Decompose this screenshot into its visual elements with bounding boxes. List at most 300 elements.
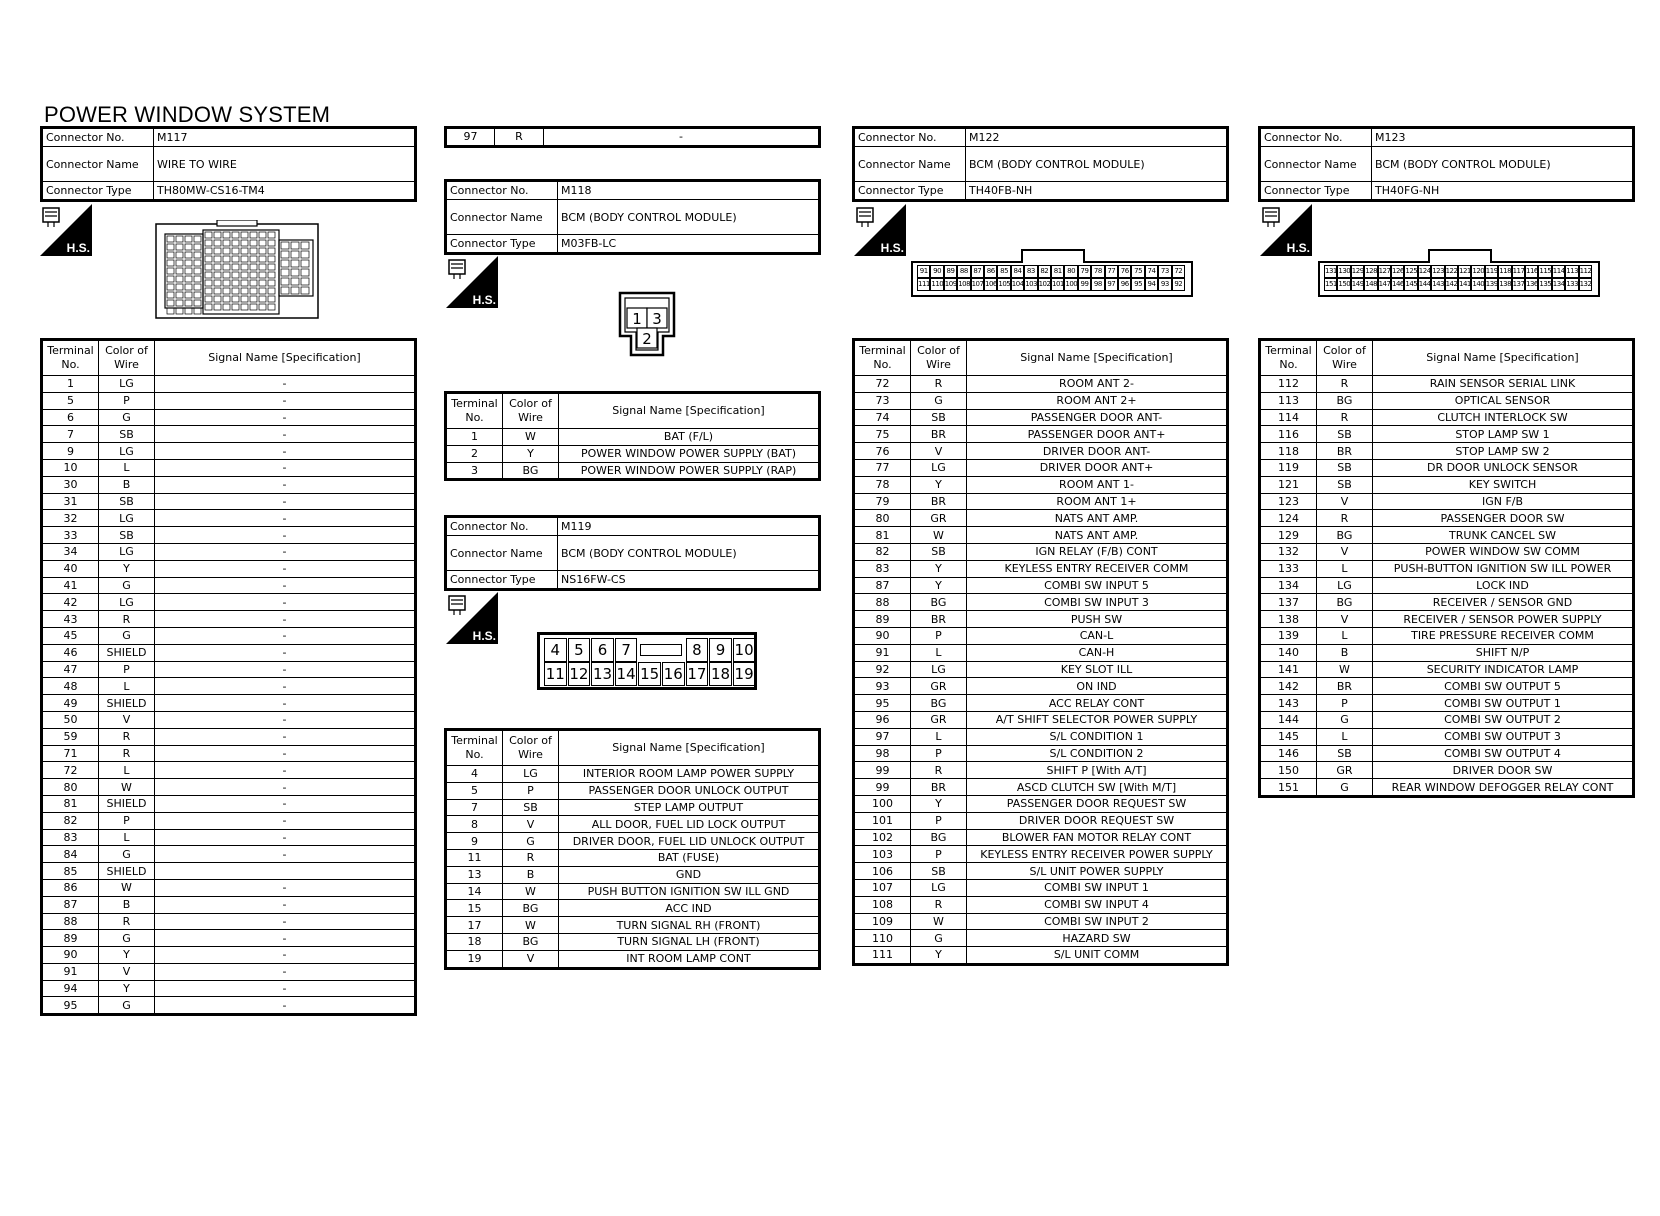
connector-type-label: Connector Type (446, 571, 558, 590)
m122-pin: 95 (1131, 278, 1144, 291)
table-row (42, 846, 416, 863)
m122-pin: 108 (957, 278, 970, 291)
table-row (42, 443, 416, 460)
terminal-no-header: Terminal No. (854, 340, 911, 376)
signal-name-cell: DR DOOR UNLOCK SENSOR (1373, 459, 1634, 476)
terminal-no-cell: 7 (446, 799, 503, 816)
harness-side-icon (446, 592, 498, 644)
signal-name-cell: - (155, 476, 416, 493)
terminal-no-cell: 13 (446, 866, 503, 883)
table-row (854, 795, 1228, 812)
wire-color-cell: BR (1317, 443, 1373, 460)
signal-name-cell: DRIVER DOOR ANT- (967, 443, 1228, 460)
wire-color-cell: SHIELD (99, 644, 155, 661)
table-row (446, 833, 820, 850)
terminal-no-cell: 84 (42, 846, 99, 863)
terminal-no-cell: 146 (1260, 745, 1317, 762)
connector-info-m117 (40, 126, 417, 202)
table-row (42, 611, 416, 628)
connector-no-value: M123 (1372, 128, 1634, 147)
signal-name-cell: COMBI SW INPUT 5 (967, 577, 1228, 594)
signal-name-cell: ROOM ANT 2- (967, 376, 1228, 393)
hs-label: H.S. (472, 629, 496, 643)
terminal-no-cell: 106 (854, 863, 911, 880)
terminal-no-cell: 72 (854, 376, 911, 393)
signal-name-cell: KEYLESS ENTRY RECEIVER COMM (967, 560, 1228, 577)
table-row (42, 879, 416, 896)
signal-table-m119-wrap (444, 728, 821, 970)
signal-table-m117 (40, 338, 417, 1016)
table-row (42, 493, 416, 510)
signal-name-cell: - (155, 812, 416, 829)
signal-name-cell: STEP LAMP OUTPUT (559, 799, 820, 816)
terminal-no-cell: 45 (42, 627, 99, 644)
connector-m117 (40, 126, 417, 202)
terminal-no-cell: 1 (42, 376, 99, 393)
signal-name-cell: - (155, 527, 416, 544)
terminal-no-cell: 141 (1260, 661, 1317, 678)
signal-name-cell: KEY SWITCH (1373, 476, 1634, 493)
terminal-no-cell: 110 (854, 930, 911, 947)
table-row (42, 376, 416, 393)
table-row (446, 445, 820, 462)
signal-name-cell: - (155, 644, 416, 661)
table-row (854, 812, 1228, 829)
terminal-no-cell: 90 (854, 627, 911, 644)
terminal-no-cell: 87 (42, 896, 99, 913)
wire-color-cell: L (99, 678, 155, 695)
hs-label: H.S. (472, 293, 496, 307)
signal-name-cell: TIRE PRESSURE RECEIVER COMM (1373, 627, 1634, 644)
wire-color-cell: G (99, 627, 155, 644)
signal-header: Signal Name [Specification] (1373, 340, 1634, 376)
m123-pin: 151 (1324, 278, 1337, 291)
signal-name-cell: SHIFT P [With A/T] (967, 762, 1228, 779)
wire-color-cell: SB (911, 409, 967, 426)
terminal-no-header: Terminal No. (1260, 340, 1317, 376)
signal-table-m123-wrap (1258, 338, 1635, 798)
connector-name-label: Connector Name (42, 147, 154, 182)
color-header: Color of Wire (911, 340, 967, 376)
wire-color-cell: Y (911, 476, 967, 493)
m122-pin: 81 (1051, 265, 1064, 278)
signal-name-cell: ROOM ANT 1+ (967, 493, 1228, 510)
wire-color-cell: R (99, 728, 155, 745)
m119-connector-diagram (537, 632, 757, 690)
table-row (1260, 543, 1634, 560)
table-row (854, 661, 1228, 678)
wire-color-cell: BG (1317, 527, 1373, 544)
hs-label: H.S. (66, 241, 90, 255)
signal-header: Signal Name [Specification] (967, 340, 1228, 376)
signal-header: Signal Name [Specification] (559, 393, 820, 429)
harness-side-icon (1260, 204, 1312, 256)
m122-pin: 76 (1118, 265, 1131, 278)
m123-pin: 117 (1512, 265, 1525, 278)
m119-key-slot (640, 644, 681, 656)
table-row (42, 392, 416, 409)
table-row (1260, 476, 1634, 493)
wire-color-cell: LG (911, 661, 967, 678)
signal-name-cell: CAN-H (967, 644, 1228, 661)
terminal-no-cell: 150 (1260, 762, 1317, 779)
wire-color-cell: P (911, 627, 967, 644)
m123-pin: 122 (1445, 265, 1458, 278)
table-row (42, 560, 416, 577)
connector-type-value: TH80MW-CS16-TM4 (154, 182, 416, 201)
m119-pin: 11 (544, 662, 567, 686)
wire-color-cell: R (99, 611, 155, 628)
terminal-no-cell: 123 (1260, 493, 1317, 510)
terminal-no-cell: 40 (42, 560, 99, 577)
m123-pin: 126 (1391, 265, 1404, 278)
m122-pin: 87 (971, 265, 984, 278)
signal-name-cell: - (155, 392, 416, 409)
signal-name-cell: PUSH BUTTON IGNITION SW ILL GND (559, 883, 820, 900)
wire-color-cell: BG (1317, 594, 1373, 611)
terminal-no-cell: 97 (854, 728, 911, 745)
terminal-no-cell: 83 (42, 829, 99, 846)
terminal-no-cell: 101 (854, 812, 911, 829)
connector-info-m123 (1258, 126, 1635, 202)
m122-pin: 92 (1172, 278, 1185, 291)
table-row (446, 816, 820, 833)
table-row (1260, 611, 1634, 628)
wire-color-cell: R (911, 376, 967, 393)
table-row (42, 863, 416, 880)
wire-color-cell: Y (99, 947, 155, 964)
table-row (42, 711, 416, 728)
m123-pin: 114 (1552, 265, 1565, 278)
m119-pin: 19 (733, 662, 756, 686)
m122-pin: 94 (1145, 278, 1158, 291)
signal-name-cell: - (155, 930, 416, 947)
terminal-no-cell: 92 (854, 661, 911, 678)
m119-pin: 6 (591, 638, 614, 662)
table-row (854, 543, 1228, 560)
signal-table-m117-continued (444, 126, 821, 148)
signal-name-cell: GND (559, 866, 820, 883)
wire-color-cell: GR (911, 510, 967, 527)
wire-color-cell: BG (503, 462, 559, 480)
table-row (42, 779, 416, 796)
m123-pin: 113 (1565, 265, 1578, 278)
table-row (854, 476, 1228, 493)
wire-color-cell: L (911, 644, 967, 661)
connector-info-m118 (444, 179, 821, 255)
terminal-no-cell: 93 (854, 678, 911, 695)
table-row (42, 527, 416, 544)
table-row (854, 879, 1228, 896)
table-row (446, 766, 820, 783)
table-row (42, 795, 416, 812)
wire-color-cell: BR (911, 493, 967, 510)
terminal-no-cell: 91 (854, 644, 911, 661)
terminal-no-cell: 89 (42, 930, 99, 947)
m117-connector-diagram (155, 220, 320, 320)
terminal-no-header: Terminal No. (446, 730, 503, 766)
harness-side-icon (446, 256, 498, 308)
wire-color-cell: P (99, 661, 155, 678)
terminal-no-cell: 119 (1260, 459, 1317, 476)
terminal-no-cell: 30 (42, 476, 99, 493)
signal-name-cell: CAN-L (967, 627, 1228, 644)
signal-name-cell: NATS ANT AMP. (967, 510, 1228, 527)
signal-name-cell: DRIVER DOOR REQUEST SW (967, 812, 1228, 829)
signal-name-cell: - (155, 779, 416, 796)
connector-name-label: Connector Name (446, 200, 558, 235)
m123-pin: 147 (1378, 278, 1391, 291)
signal-name-cell: - (155, 543, 416, 560)
terminal-no-cell: 48 (42, 678, 99, 695)
signal-name-cell: ROOM ANT 2+ (967, 392, 1228, 409)
terminal-no-cell: 79 (854, 493, 911, 510)
table-row (1260, 459, 1634, 476)
wire-color-cell: B (503, 866, 559, 883)
color-header: Color of Wire (99, 340, 155, 376)
wire-color-cell: BG (911, 594, 967, 611)
terminal-no-cell: 76 (854, 443, 911, 460)
table-row (1260, 510, 1634, 527)
signal-name-cell: TURN SIGNAL RH (FRONT) (559, 917, 820, 934)
wire-color-cell: R (911, 896, 967, 913)
wire-color-cell: SB (503, 799, 559, 816)
connector-no-label: Connector No. (446, 181, 558, 200)
harness-side-icon (854, 204, 906, 256)
wire-color-cell: BG (911, 695, 967, 712)
m123-pin: 121 (1458, 265, 1471, 278)
signal-name-cell: - (155, 611, 416, 628)
m122-pin: 89 (944, 265, 957, 278)
wire-color-cell: Y (99, 980, 155, 997)
connector-name-label: Connector Name (854, 147, 966, 182)
terminal-no-cell: 151 (1260, 779, 1317, 797)
signal-name-cell: - (155, 711, 416, 728)
m119-pin: 14 (615, 662, 638, 686)
signal-table-m119 (444, 728, 821, 970)
connector-name-label: Connector Name (1260, 147, 1372, 182)
m119-pin: 5 (568, 638, 591, 662)
signal-table-m117-wrap (40, 338, 417, 1016)
table-row (42, 594, 416, 611)
m117-continued (444, 126, 821, 148)
signal-header: Signal Name [Specification] (559, 730, 820, 766)
wire-color-cell: SB (1317, 476, 1373, 493)
table-row (1260, 392, 1634, 409)
m122-pin: 104 (1011, 278, 1024, 291)
signal-name-cell: ACC IND (559, 900, 820, 917)
signal-name-cell: - (155, 409, 416, 426)
table-row (446, 933, 820, 950)
table-row (1260, 779, 1634, 797)
table-row (854, 560, 1228, 577)
wire-color-cell: G (99, 846, 155, 863)
m122-pin: 110 (930, 278, 943, 291)
wire-color-cell: W (503, 883, 559, 900)
terminal-no-cell: 7 (42, 426, 99, 443)
signal-name-cell: SECURITY INDICATOR LAMP (1373, 661, 1634, 678)
signal-table-m118-wrap (444, 391, 821, 481)
table-row (42, 829, 416, 846)
terminal-no-cell: 32 (42, 510, 99, 527)
table-row (42, 896, 416, 913)
signal-name-cell: COMBI SW INPUT 1 (967, 879, 1228, 896)
wire-color-cell: V (503, 816, 559, 833)
terminal-no-cell: 77 (854, 459, 911, 476)
connector-m119 (444, 515, 821, 591)
signal-name-cell: INTERIOR ROOM LAMP POWER SUPPLY (559, 766, 820, 783)
m118-pin: 1 (632, 310, 642, 328)
signal-name-cell: TRUNK CANCEL SW (1373, 527, 1634, 544)
table-row (854, 896, 1228, 913)
table-row (42, 913, 416, 930)
table-row (854, 392, 1228, 409)
wire-color-cell: P (911, 745, 967, 762)
m122-pin: 90 (930, 265, 943, 278)
table-row (854, 527, 1228, 544)
m119-pin: 13 (591, 662, 614, 686)
terminal-no-header: Terminal No. (42, 340, 99, 376)
wire-color-cell: W (503, 429, 559, 446)
table-row (854, 678, 1228, 695)
table-row (1260, 762, 1634, 779)
m122-pin: 102 (1038, 278, 1051, 291)
signal-name-cell: COMBI SW INPUT 2 (967, 913, 1228, 930)
signal-name-cell: NATS ANT AMP. (967, 527, 1228, 544)
terminal-no-cell: 95 (854, 695, 911, 712)
terminal-no-cell: 43 (42, 611, 99, 628)
table-row (854, 829, 1228, 846)
signal-name-cell: - (155, 493, 416, 510)
terminal-no-cell: 46 (42, 644, 99, 661)
signal-name-cell: IGN RELAY (F/B) CONT (967, 543, 1228, 560)
m122-pin: 82 (1038, 265, 1051, 278)
table-row (42, 963, 416, 980)
terminal-no-cell: 121 (1260, 476, 1317, 493)
terminal-no-cell: 82 (42, 812, 99, 829)
terminal-no-cell: 114 (1260, 409, 1317, 426)
wire-color-cell: GR (1317, 762, 1373, 779)
m122-pin: 103 (1024, 278, 1037, 291)
wire-color-cell: R (911, 762, 967, 779)
m119-pin: 9 (709, 638, 732, 662)
m122-pin: 79 (1078, 265, 1091, 278)
wire-color-cell: G (99, 409, 155, 426)
connector-name-label: Connector Name (446, 536, 558, 571)
terminal-no-cell: 3 (446, 462, 503, 480)
table-row (42, 661, 416, 678)
terminal-no-cell: 134 (1260, 577, 1317, 594)
m123-pin: 150 (1337, 278, 1350, 291)
table-row (42, 762, 416, 779)
m123-pin: 120 (1471, 265, 1484, 278)
table-row (446, 866, 820, 883)
signal-name-cell: CLUTCH INTERLOCK SW (1373, 409, 1634, 426)
wire-color-cell: W (911, 913, 967, 930)
signal-name-cell: IGN F/B (1373, 493, 1634, 510)
wire-color-cell: LG (99, 543, 155, 560)
terminal-no-cell: 132 (1260, 543, 1317, 560)
connector-no-label: Connector No. (446, 517, 558, 536)
wire-color-cell: G (99, 930, 155, 947)
signal-name-cell: POWER WINDOW SW COMM (1373, 543, 1634, 560)
wire-color-cell: R (99, 913, 155, 930)
connector-m118 (444, 179, 821, 255)
terminal-no-cell: 113 (1260, 392, 1317, 409)
color-header: Color of Wire (503, 730, 559, 766)
m122-pin: 75 (1131, 265, 1144, 278)
m123-pin: 127 (1378, 265, 1391, 278)
table-row (854, 376, 1228, 393)
wire-color-cell: V (911, 443, 967, 460)
connector-info-m119 (444, 515, 821, 591)
signal-name-cell: - (155, 947, 416, 964)
wire-color-cell: V (1317, 493, 1373, 510)
terminal-no-cell: 6 (42, 409, 99, 426)
table-row (1260, 426, 1634, 443)
terminal-no-cell: 86 (42, 879, 99, 896)
signal-name-cell: - (155, 376, 416, 393)
connector-info-m122 (852, 126, 1229, 202)
signal-name-cell: - (155, 661, 416, 678)
wire-color-cell: LG (99, 376, 155, 393)
terminal-no-cell: 8 (446, 816, 503, 833)
connector-no-label: Connector No. (854, 128, 966, 147)
table-row (1260, 376, 1634, 393)
table-row (854, 863, 1228, 880)
wire-color-cell: BR (911, 779, 967, 796)
wire-color-cell: L (99, 829, 155, 846)
table-row (854, 644, 1228, 661)
signal-name-cell: ASCD CLUTCH SW [With M/T] (967, 779, 1228, 796)
connector-name-value: BCM (BODY CONTROL MODULE) (558, 200, 820, 235)
connector-type-label: Connector Type (854, 182, 966, 201)
signal-name-cell: COMBI SW OUTPUT 4 (1373, 745, 1634, 762)
terminal-no-cell: 5 (42, 392, 99, 409)
m122-pin: 99 (1078, 278, 1091, 291)
signal-name-cell: COMBI SW OUTPUT 5 (1373, 678, 1634, 695)
table-row (446, 429, 820, 446)
terminal-no-cell: 108 (854, 896, 911, 913)
signal-name-cell: REAR WINDOW DEFOGGER RELAY CONT (1373, 779, 1634, 797)
connector-type-label: Connector Type (42, 182, 154, 201)
terminal-no-cell: 88 (42, 913, 99, 930)
wire-color-cell: SB (1317, 745, 1373, 762)
signal-name-cell: DRIVER DOOR SW (1373, 762, 1634, 779)
m119-pin: 17 (686, 662, 709, 686)
m119-pin: 12 (568, 662, 591, 686)
signal-name-cell: - (155, 879, 416, 896)
terminal-no-cell: 73 (854, 392, 911, 409)
connector-type-value: NS16FW-CS (558, 571, 820, 590)
signal-name-cell: - (155, 594, 416, 611)
wire-color-cell: W (1317, 661, 1373, 678)
terminal-no-cell: 47 (42, 661, 99, 678)
terminal-no-cell: 74 (854, 409, 911, 426)
terminal-no-cell: 42 (42, 594, 99, 611)
terminal-no-cell: 102 (854, 829, 911, 846)
terminal-no-cell: 9 (42, 443, 99, 460)
wire-color-cell: P (99, 812, 155, 829)
wire-color-cell: LG (99, 510, 155, 527)
table-row (1260, 745, 1634, 762)
table-row (42, 930, 416, 947)
terminal-no-header: Terminal No. (446, 393, 503, 429)
table-row (854, 779, 1228, 796)
signal-name-cell: - (155, 762, 416, 779)
wire-color-cell: LG (911, 879, 967, 896)
wire-color-cell: G (503, 833, 559, 850)
